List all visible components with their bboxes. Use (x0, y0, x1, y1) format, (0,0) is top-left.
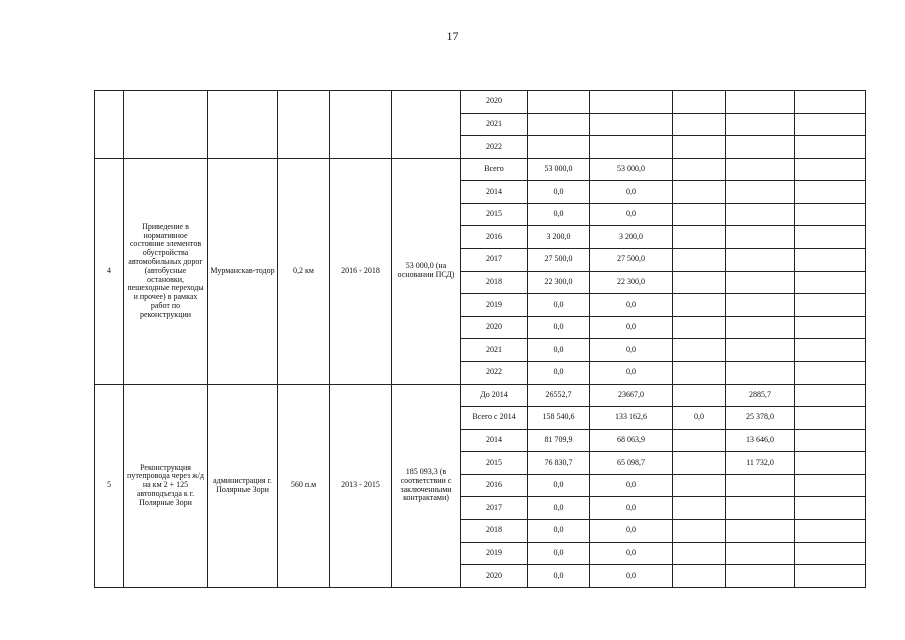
page-number: 17 (446, 29, 459, 43)
municipal-cell (726, 497, 795, 520)
year-cell: 2020 (461, 316, 528, 339)
period-cell (330, 91, 392, 159)
total-cell: 158 540,6 (528, 407, 590, 430)
municipal-cell (726, 249, 795, 272)
federal-cell (673, 519, 726, 542)
federal-cell (673, 565, 726, 588)
municipal-cell (726, 113, 795, 136)
table-row (95, 91, 866, 114)
year-cell: 2016 (461, 226, 528, 249)
total-cell (528, 113, 590, 136)
year-cell: 2022 (461, 136, 528, 159)
municipal-cell (726, 203, 795, 226)
municipal-cell (726, 91, 795, 114)
regional-cell (590, 136, 673, 159)
capacity-cell (278, 91, 330, 159)
regional-cell: 0,0 (590, 542, 673, 565)
municipal-cell (726, 519, 795, 542)
other-cell (795, 565, 866, 588)
other-cell (795, 203, 866, 226)
federal-cell (673, 271, 726, 294)
table-row (95, 158, 866, 181)
other-cell (795, 136, 866, 159)
period-cell: 2016 - 2018 (330, 158, 392, 384)
regional-cell: 0,0 (590, 316, 673, 339)
municipal-cell (726, 181, 795, 204)
federal-cell: 0,0 (673, 407, 726, 430)
executor-cell: администрация г. Полярные Зори (208, 384, 278, 587)
municipal-cell (726, 542, 795, 565)
project-name-cell (124, 91, 208, 159)
executor-cell: Мурманскав-тодор (208, 158, 278, 384)
total-cell: 0,0 (528, 339, 590, 362)
year-cell: До 2014 (461, 384, 528, 407)
total-cell: 0,0 (528, 181, 590, 204)
federal-cell (673, 361, 726, 384)
municipal-cell: 25 378,0 (726, 407, 795, 430)
federal-cell (673, 542, 726, 565)
total-cell: 26552,7 (528, 384, 590, 407)
other-cell (795, 407, 866, 430)
regional-cell: 0,0 (590, 203, 673, 226)
total-cell: 53 000,0 (528, 158, 590, 181)
municipal-cell: 13 646,0 (726, 429, 795, 452)
regional-cell: 0,0 (590, 181, 673, 204)
regional-cell: 53 000,0 (590, 158, 673, 181)
regional-cell: 65 098,7 (590, 452, 673, 475)
year-cell: 2021 (461, 113, 528, 136)
federal-cell (673, 158, 726, 181)
total-cell: 0,0 (528, 294, 590, 317)
municipal-cell (726, 361, 795, 384)
regional-cell: 22 300,0 (590, 271, 673, 294)
table-row (95, 384, 866, 407)
other-cell (795, 429, 866, 452)
year-cell: 2014 (461, 181, 528, 204)
total-cell: 0,0 (528, 316, 590, 339)
row-number-cell (95, 91, 124, 159)
total-cell (528, 136, 590, 159)
municipal-cell (726, 226, 795, 249)
year-cell: 2018 (461, 271, 528, 294)
municipal-cell (726, 565, 795, 588)
federal-cell (673, 136, 726, 159)
regional-cell: 0,0 (590, 361, 673, 384)
total-cell: 0,0 (528, 203, 590, 226)
executor-cell (208, 91, 278, 159)
other-cell (795, 474, 866, 497)
other-cell (795, 542, 866, 565)
federal-cell (673, 181, 726, 204)
regional-cell: 0,0 (590, 565, 673, 588)
total-cell: 3 200,0 (528, 226, 590, 249)
year-cell: 2019 (461, 294, 528, 317)
year-cell: 2020 (461, 91, 528, 114)
regional-cell: 0,0 (590, 474, 673, 497)
total-cell: 0,0 (528, 542, 590, 565)
total-cell: 0,0 (528, 497, 590, 520)
total-cell: 0,0 (528, 519, 590, 542)
year-cell: 2021 (461, 339, 528, 362)
municipal-cell (726, 294, 795, 317)
investment-table (94, 90, 866, 588)
total-cell: 22 300,0 (528, 271, 590, 294)
other-cell (795, 384, 866, 407)
regional-cell: 0,0 (590, 497, 673, 520)
other-cell (795, 271, 866, 294)
other-cell (795, 226, 866, 249)
municipal-cell (726, 271, 795, 294)
regional-cell: 3 200,0 (590, 226, 673, 249)
year-cell: 2020 (461, 565, 528, 588)
total-cell: 81 709,9 (528, 429, 590, 452)
federal-cell (673, 474, 726, 497)
federal-cell (673, 497, 726, 520)
regional-cell: 0,0 (590, 519, 673, 542)
year-cell: 2014 (461, 429, 528, 452)
federal-cell (673, 226, 726, 249)
federal-cell (673, 113, 726, 136)
total-cell: 76 830,7 (528, 452, 590, 475)
other-cell (795, 316, 866, 339)
municipal-cell (726, 316, 795, 339)
other-cell (795, 113, 866, 136)
other-cell (795, 158, 866, 181)
year-cell: 2017 (461, 249, 528, 272)
regional-cell (590, 91, 673, 114)
municipal-cell (726, 474, 795, 497)
project-name-cell: Приведение в нормативное состояние элементов обустройства автомобильных дорог (автобусные остановки, пешеходные переходы и прочее) в рамках работ по реконструкции (124, 158, 208, 384)
regional-cell: 0,0 (590, 339, 673, 362)
other-cell (795, 519, 866, 542)
municipal-cell: 2885,7 (726, 384, 795, 407)
regional-cell: 68 063,9 (590, 429, 673, 452)
cost-cell (392, 91, 461, 159)
table-body (95, 91, 866, 588)
federal-cell (673, 316, 726, 339)
federal-cell (673, 429, 726, 452)
total-cell: 27 500,0 (528, 249, 590, 272)
municipal-cell (726, 158, 795, 181)
federal-cell (673, 452, 726, 475)
total-cell: 0,0 (528, 361, 590, 384)
capacity-cell: 560 п.м (278, 384, 330, 587)
other-cell (795, 294, 866, 317)
year-cell: 2015 (461, 203, 528, 226)
regional-cell: 27 500,0 (590, 249, 673, 272)
other-cell (795, 91, 866, 114)
year-cell: Всего (461, 158, 528, 181)
federal-cell (673, 203, 726, 226)
regional-cell (590, 113, 673, 136)
federal-cell (673, 294, 726, 317)
federal-cell (673, 384, 726, 407)
year-cell: 2015 (461, 452, 528, 475)
federal-cell (673, 91, 726, 114)
project-name-cell: Реконструкция путепровода через ж/д на км 2 + 125 автоподъезда к г. Полярные Зори (124, 384, 208, 587)
federal-cell (673, 339, 726, 362)
federal-cell (673, 249, 726, 272)
other-cell (795, 339, 866, 362)
total-cell: 0,0 (528, 565, 590, 588)
regional-cell: 133 162,6 (590, 407, 673, 430)
municipal-cell (726, 136, 795, 159)
year-cell: 2022 (461, 361, 528, 384)
year-cell: 2016 (461, 474, 528, 497)
municipal-cell (726, 339, 795, 362)
year-cell: Всего с 2014 (461, 407, 528, 430)
year-cell: 2017 (461, 497, 528, 520)
other-cell (795, 497, 866, 520)
other-cell (795, 181, 866, 204)
period-cell: 2013 - 2015 (330, 384, 392, 587)
municipal-cell: 11 732,0 (726, 452, 795, 475)
cost-cell: 185 093,3 (в соответствии с заключенными контрактами) (392, 384, 461, 587)
year-cell: 2019 (461, 542, 528, 565)
total-cell: 0,0 (528, 474, 590, 497)
year-cell: 2018 (461, 519, 528, 542)
regional-cell: 0,0 (590, 294, 673, 317)
other-cell (795, 452, 866, 475)
row-number-cell: 4 (95, 158, 124, 384)
other-cell (795, 361, 866, 384)
other-cell (795, 249, 866, 272)
cost-cell: 53 000,0 (на основании ПСД) (392, 158, 461, 384)
capacity-cell: 0,2 км (278, 158, 330, 384)
row-number-cell: 5 (95, 384, 124, 587)
regional-cell: 23667,0 (590, 384, 673, 407)
total-cell (528, 91, 590, 114)
